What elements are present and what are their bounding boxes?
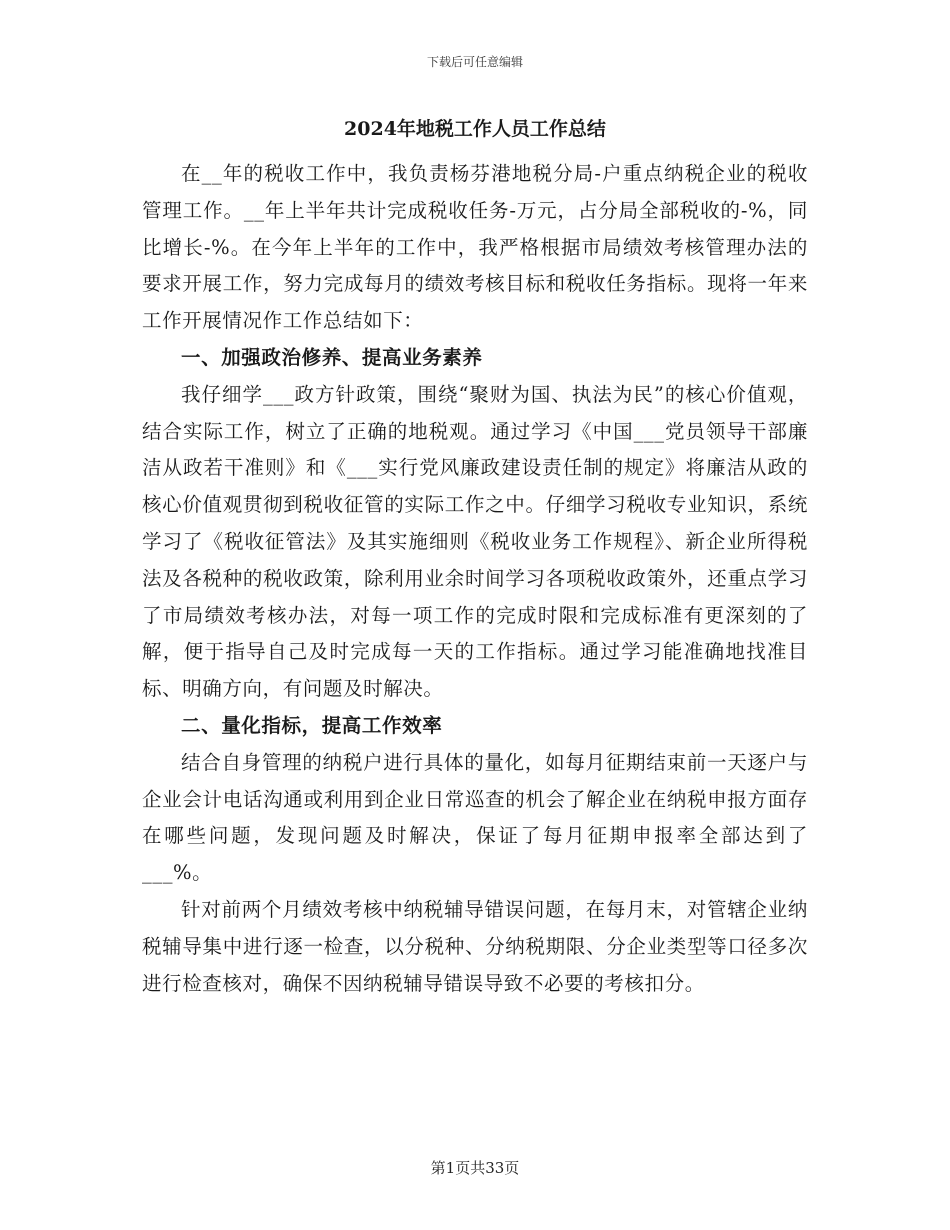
section-heading-1: 一、加强政治修养、提高业务素养 (181, 345, 483, 369)
download-note: 下载后可任意编辑 (426, 55, 523, 69)
document-title: 2024年地税工作人员工作总结 (344, 118, 606, 140)
paragraph-intro: 在__年的税收工作中，我负责杨芬港地税分局-户重点纳税企业的税收管理工作。__年上半年共计完成税收任务-万元，占分局全部税收的-%，同比增长-%。在今年上半年的工作中，我严格根据市局绩效考核管理办法的要求开展工作，努力完成每月的绩效考核目标和税收任务指标。现将一年来工作开展情况作工作总结如下： (142, 162, 808, 333)
page-number: 第1页共33页 (430, 1159, 520, 1177)
paragraph-quantify: 结合自身管理的纳税户进行具体的量化，如每月征期结束前一天逐户与企业会计电话沟通或利用到企业日常巡查的机会了解企业在纳税申报方面存在哪些问题，发现问题及时解决，保证了每月征期申报率全部达到了___%。 (142, 750, 808, 885)
paragraph-study: 我仔细学___政方针政策，围绕“聚财为国、执法为民”的核心价值观，结合实际工作，树立了正确的地税观。通过学习《中国___党员领导干部廉洁从政若干准则》和《___实行党风廉政建设责任制的规定》将廉洁从政的核心价值观贯彻到税收征管的实际工作之中。仔细学习税收专业知识，系统学习了《税收征管法》及其实施细则《税收业务工作规程》、新企业所得税法及各税种的税收政策，除利用业余时间学习各项税收政策外，还重点学习了市局绩效考核办法，对每一项工作的完成时限和完成标准有更深刻的了解，便于指导自己及时完成每一天的工作指标。通过学习能准确地找准目标、明确方向，有问题及时解决。 (142, 382, 808, 701)
paragraph-check: 针对前两个月绩效考核中纳税辅导错误问题，在每月末，对管辖企业纳税辅导集中进行逐一检查，以分税种、分纳税期限、分企业类型等口径多次进行检查核对，确保不因纳税辅导错误导致不必要的考核扣分。 (142, 897, 808, 995)
document-body (142, 112, 808, 1002)
section-heading-2: 二、量化指标，提高工作效率 (181, 713, 443, 737)
